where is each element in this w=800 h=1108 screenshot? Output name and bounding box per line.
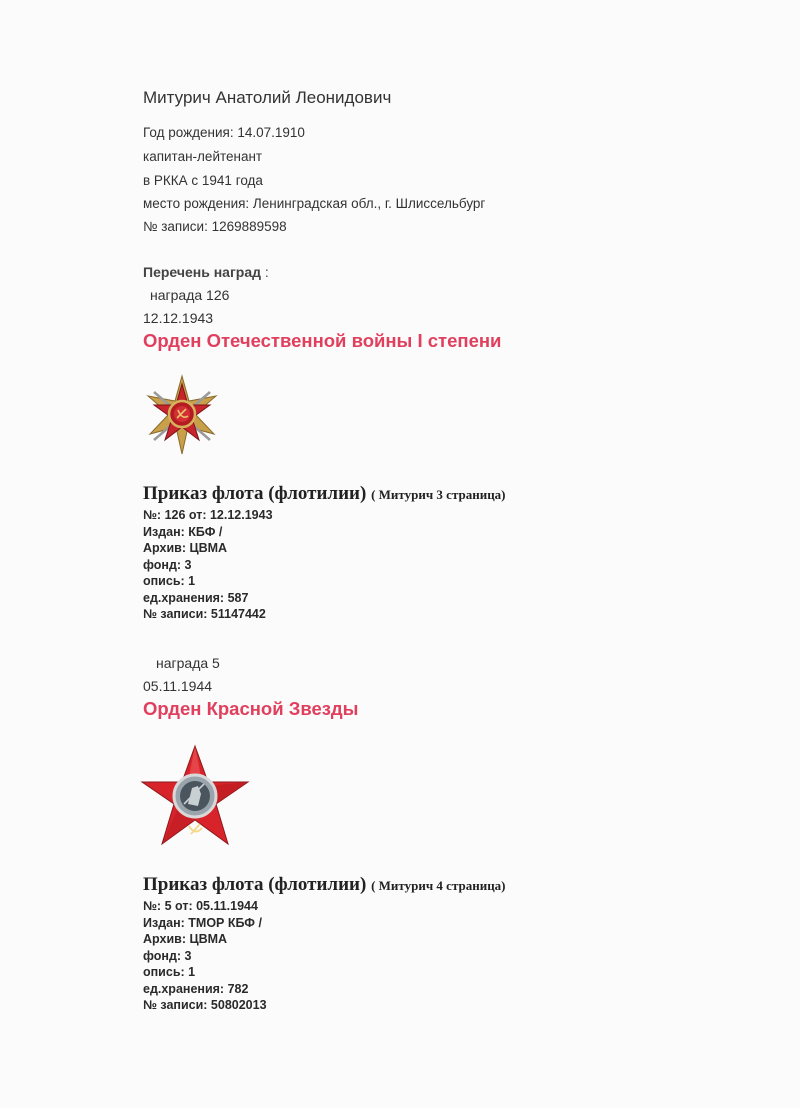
- order-heading: [143, 483, 506, 505]
- order-inventory: опись: 1: [143, 965, 196, 979]
- military-rank: капитан-лейтенант: [143, 149, 263, 164]
- order-fond: фонд: 3: [143, 948, 192, 963]
- order-note: ( Митурич 3 страница): [371, 487, 506, 502]
- award-label: награда 126: [150, 287, 230, 303]
- order-heading: [143, 874, 506, 896]
- order-storage-unit: ед.хранения: 587: [143, 590, 249, 605]
- order-fond: фонд: 3: [143, 557, 192, 572]
- order-issuer: Издан: ТМОР КБФ /: [143, 915, 262, 930]
- record-number: № записи: 1269889598: [143, 219, 287, 234]
- awards-heading: [143, 264, 269, 280]
- birth-date: Год рождения: 14.07.1910: [143, 125, 305, 140]
- order-title: Приказ флота (флотилии): [143, 874, 367, 895]
- award-title: Орден Красной Звезды: [143, 698, 359, 719]
- order-archive: Архив: ЦВМА: [143, 932, 228, 946]
- award-title: Орден Отечественной войны I степени: [143, 330, 502, 351]
- order-storage-unit: ед.хранения: 782: [143, 981, 249, 996]
- order-details: [143, 507, 273, 623]
- award-date: 12.12.1943: [143, 310, 214, 326]
- order-note: ( Митурич 4 страница): [371, 878, 506, 893]
- order-title: Приказ флота (флотилии): [143, 483, 367, 504]
- order-number: №: 5 от: 05.11.1944: [143, 899, 258, 913]
- order-archive: Архив: ЦВМА: [143, 541, 228, 555]
- awards-heading-text: Перечень наград: [143, 264, 262, 280]
- award-label: награда 5: [156, 655, 220, 671]
- order-record-number: № записи: 51147442: [143, 607, 266, 621]
- award-date: 05.11.1944: [143, 678, 213, 694]
- order-red-star-icon: [138, 744, 252, 848]
- order-number: №: 126 от: 12.12.1943: [143, 508, 273, 522]
- person-name: Митурич Анатолий Леонидович: [143, 88, 392, 107]
- birthplace: место рождения: Ленинградская обл., г. Шлиссельбург: [143, 196, 486, 211]
- service-start: в РККА с 1941 года: [143, 173, 263, 188]
- order-inventory: опись: 1: [143, 574, 196, 588]
- order-details: [143, 898, 267, 1014]
- awards-heading-colon: :: [264, 264, 269, 280]
- order-issuer: Издан: КБФ /: [143, 524, 223, 539]
- order-record-number: № записи: 50802013: [143, 998, 267, 1012]
- order-patriotic-war-icon: [142, 374, 222, 456]
